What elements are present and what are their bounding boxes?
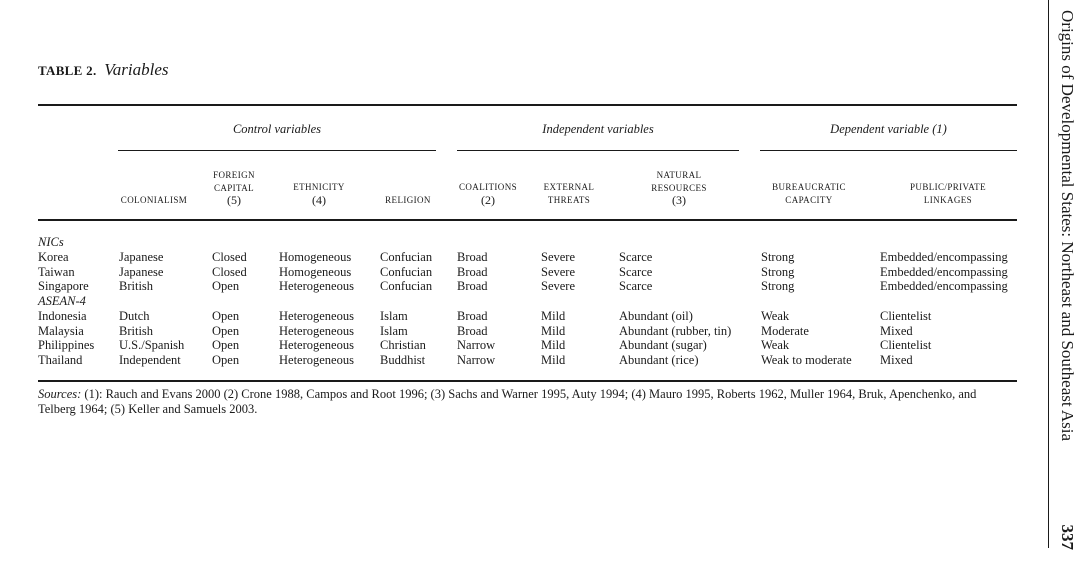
table-cell-natural-resources: Abundant (rice) — [619, 352, 699, 367]
col-header-natural-resources — [638, 169, 720, 208]
table-cell-foreign-capital: Open — [212, 279, 240, 293]
col-header-coalitions — [452, 181, 524, 207]
table-cell-coalitions: Narrow — [457, 352, 496, 367]
col-label: FOREIGN CAPITAL — [213, 170, 255, 193]
col-label: EXTERNAL THREATS — [543, 182, 595, 205]
table-cell-colonialism: British — [119, 323, 154, 338]
table-cell-linkages: Mixed — [880, 323, 913, 338]
table-cell-bureaucratic-capacity: Strong — [761, 264, 795, 279]
row-group-asean: ASEAN-4 — [38, 294, 86, 308]
top-rule — [38, 104, 1017, 106]
table-cell-bureaucratic-capacity: Strong — [761, 279, 795, 293]
row-label-country: Korea — [38, 250, 69, 264]
table-cell-natural-resources: Abundant (sugar) — [619, 338, 707, 352]
table-cell-ethnicity: Heterogeneous — [279, 352, 354, 367]
table-cell-external-threats: Severe — [541, 250, 576, 264]
table-cell-linkages: Embedded/encompassing — [880, 250, 1008, 264]
table-cell-religion: Islam — [380, 309, 408, 323]
control-group-rule — [118, 150, 436, 151]
table-caption — [38, 60, 169, 80]
table-cell-ethnicity: Heterogeneous — [279, 338, 354, 352]
table-cell-foreign-capital: Closed — [212, 250, 247, 264]
dependent-group-rule — [760, 150, 1017, 151]
table-cell-bureaucratic-capacity: Weak — [761, 309, 790, 323]
table-cell-natural-resources: Scarce — [619, 264, 653, 279]
table-cell-external-threats: Mild — [541, 338, 566, 352]
col-label: ETHNICITY — [293, 182, 345, 192]
col-header-colonialism — [114, 194, 194, 207]
table-cell-foreign-capital: Open — [212, 352, 240, 367]
running-head-rule — [1048, 0, 1049, 548]
table-cell-foreign-capital: Open — [212, 323, 240, 338]
group-independent-variables: Independent variables — [542, 122, 654, 136]
table-cell-religion: Confucian — [380, 279, 433, 293]
table-cell-colonialism: Japanese — [119, 250, 164, 264]
table-cell-coalitions: Narrow — [457, 338, 496, 352]
table-cell-religion: Buddhist — [380, 352, 426, 367]
page-number: 337 — [1058, 524, 1077, 550]
row-label-country: Malaysia — [38, 323, 84, 338]
table-cell-natural-resources: Scarce — [619, 250, 653, 264]
table-cell-ethnicity: Heterogeneous — [279, 279, 354, 293]
col-label: RELIGION — [385, 195, 431, 205]
col-label: COLONIALISM — [120, 195, 188, 205]
col-header-religion — [378, 194, 438, 207]
table-cell-natural-resources: Scarce — [619, 279, 653, 293]
col-header-external-threats — [536, 181, 602, 206]
col-label: BUREAUCRATIC CAPACITY — [772, 182, 846, 205]
table-cell-bureaucratic-capacity: Strong — [761, 250, 795, 264]
col-header-public-private-linkages — [896, 181, 1000, 206]
group-dependent-variable: Dependent variable (1) — [830, 122, 947, 136]
table-cell-religion: Confucian — [380, 264, 433, 279]
table-cell-colonialism: U.S./Spanish — [119, 338, 185, 352]
table-cell-bureaucratic-capacity: Moderate — [761, 323, 809, 338]
running-head-title: Origins of Developmental States: Northeast and Southeast Asia — [1058, 10, 1077, 442]
table-cell-external-threats: Mild — [541, 323, 566, 338]
table-cell-external-threats: Severe — [541, 279, 576, 293]
table-cell-ethnicity: Homogeneous — [279, 250, 352, 264]
sources-label: Sources: — [38, 387, 82, 401]
row-group-nics: NICs — [38, 235, 64, 249]
table-cell-natural-resources: Abundant (rubber, tin) — [619, 323, 732, 338]
table-cell-external-threats: Mild — [541, 352, 566, 367]
table-cell-ethnicity: Heterogeneous — [279, 323, 354, 338]
table-cell-external-threats: Mild — [541, 309, 566, 323]
col-number: (4) — [312, 192, 326, 207]
col-label: COALITIONS — [459, 182, 517, 192]
col-header-bureaucratic-capacity — [760, 181, 858, 206]
table-cell-coalitions: Broad — [457, 323, 488, 338]
row-label-country: Singapore — [38, 279, 89, 293]
table-cell-colonialism: British — [119, 279, 154, 293]
table-title: Variables — [104, 60, 169, 79]
table-label: TABLE 2. — [38, 63, 97, 78]
header-rule — [38, 219, 1017, 221]
bottom-rule — [38, 380, 1017, 382]
table-cell-religion: Christian — [380, 338, 426, 352]
table-cell-ethnicity: Heterogeneous — [279, 309, 354, 323]
table-cell-religion: Islam — [380, 323, 408, 338]
sources-text: (1): Rauch and Evans 2000 (2) Crone 1988, Campos and Root 1996; (3) Sachs and Warner 1995, Auty 1994; (4) Mauro 1995, Roberts 1962, Muller 1964, Bruk, Apenchenko, and Telberg 1964; (5) Keller and Samuels 2003. — [38, 387, 977, 416]
col-header-ethnicity — [276, 181, 362, 207]
table-cell-linkages: Clientelist — [880, 309, 932, 323]
table-cell-colonialism: Dutch — [119, 309, 150, 323]
col-label: NATURAL RESOURCES — [651, 170, 707, 193]
table-cell-foreign-capital: Open — [212, 309, 240, 323]
table-cell-linkages: Embedded/encompassing — [880, 279, 1008, 293]
table-cell-coalitions: Broad — [457, 309, 488, 323]
table-cell-linkages: Embedded/encompassing — [880, 264, 1008, 279]
table-cell-coalitions: Broad — [457, 264, 488, 279]
table-cell-bureaucratic-capacity: Weak to moderate — [761, 352, 852, 367]
col-header-foreign-capital — [206, 169, 262, 208]
table-cell-linkages: Mixed — [880, 352, 913, 367]
table-cell-coalitions: Broad — [457, 250, 488, 264]
row-label-country: Indonesia — [38, 309, 87, 323]
table-cell-colonialism: Independent — [119, 352, 181, 367]
table-cell-linkages: Clientelist — [880, 338, 932, 352]
table-cell-colonialism: Japanese — [119, 264, 164, 279]
independent-group-rule — [457, 150, 739, 151]
table-cell-bureaucratic-capacity: Weak — [761, 338, 790, 352]
table-cell-foreign-capital: Closed — [212, 264, 247, 279]
row-label-country: Thailand — [38, 352, 83, 367]
row-label-country: Philippines — [38, 338, 95, 352]
table-cell-external-threats: Severe — [541, 264, 576, 279]
table-cell-religion: Confucian — [380, 250, 433, 264]
group-control-variables: Control variables — [232, 122, 322, 136]
row-label-country: Taiwan — [38, 264, 75, 279]
col-number: (2) — [481, 192, 495, 207]
col-number: (3) — [672, 193, 686, 207]
table-cell-foreign-capital: Open — [212, 338, 240, 352]
table-cell-natural-resources: Abundant (oil) — [619, 309, 693, 323]
table-cell-ethnicity: Homogeneous — [279, 264, 352, 279]
table-cell-coalitions: Broad — [457, 279, 488, 293]
table-sources — [38, 387, 1013, 417]
running-head — [1052, 10, 1082, 550]
col-number: (5) — [227, 193, 241, 207]
col-label: PUBLIC/PRIVATE LINKAGES — [910, 182, 986, 205]
